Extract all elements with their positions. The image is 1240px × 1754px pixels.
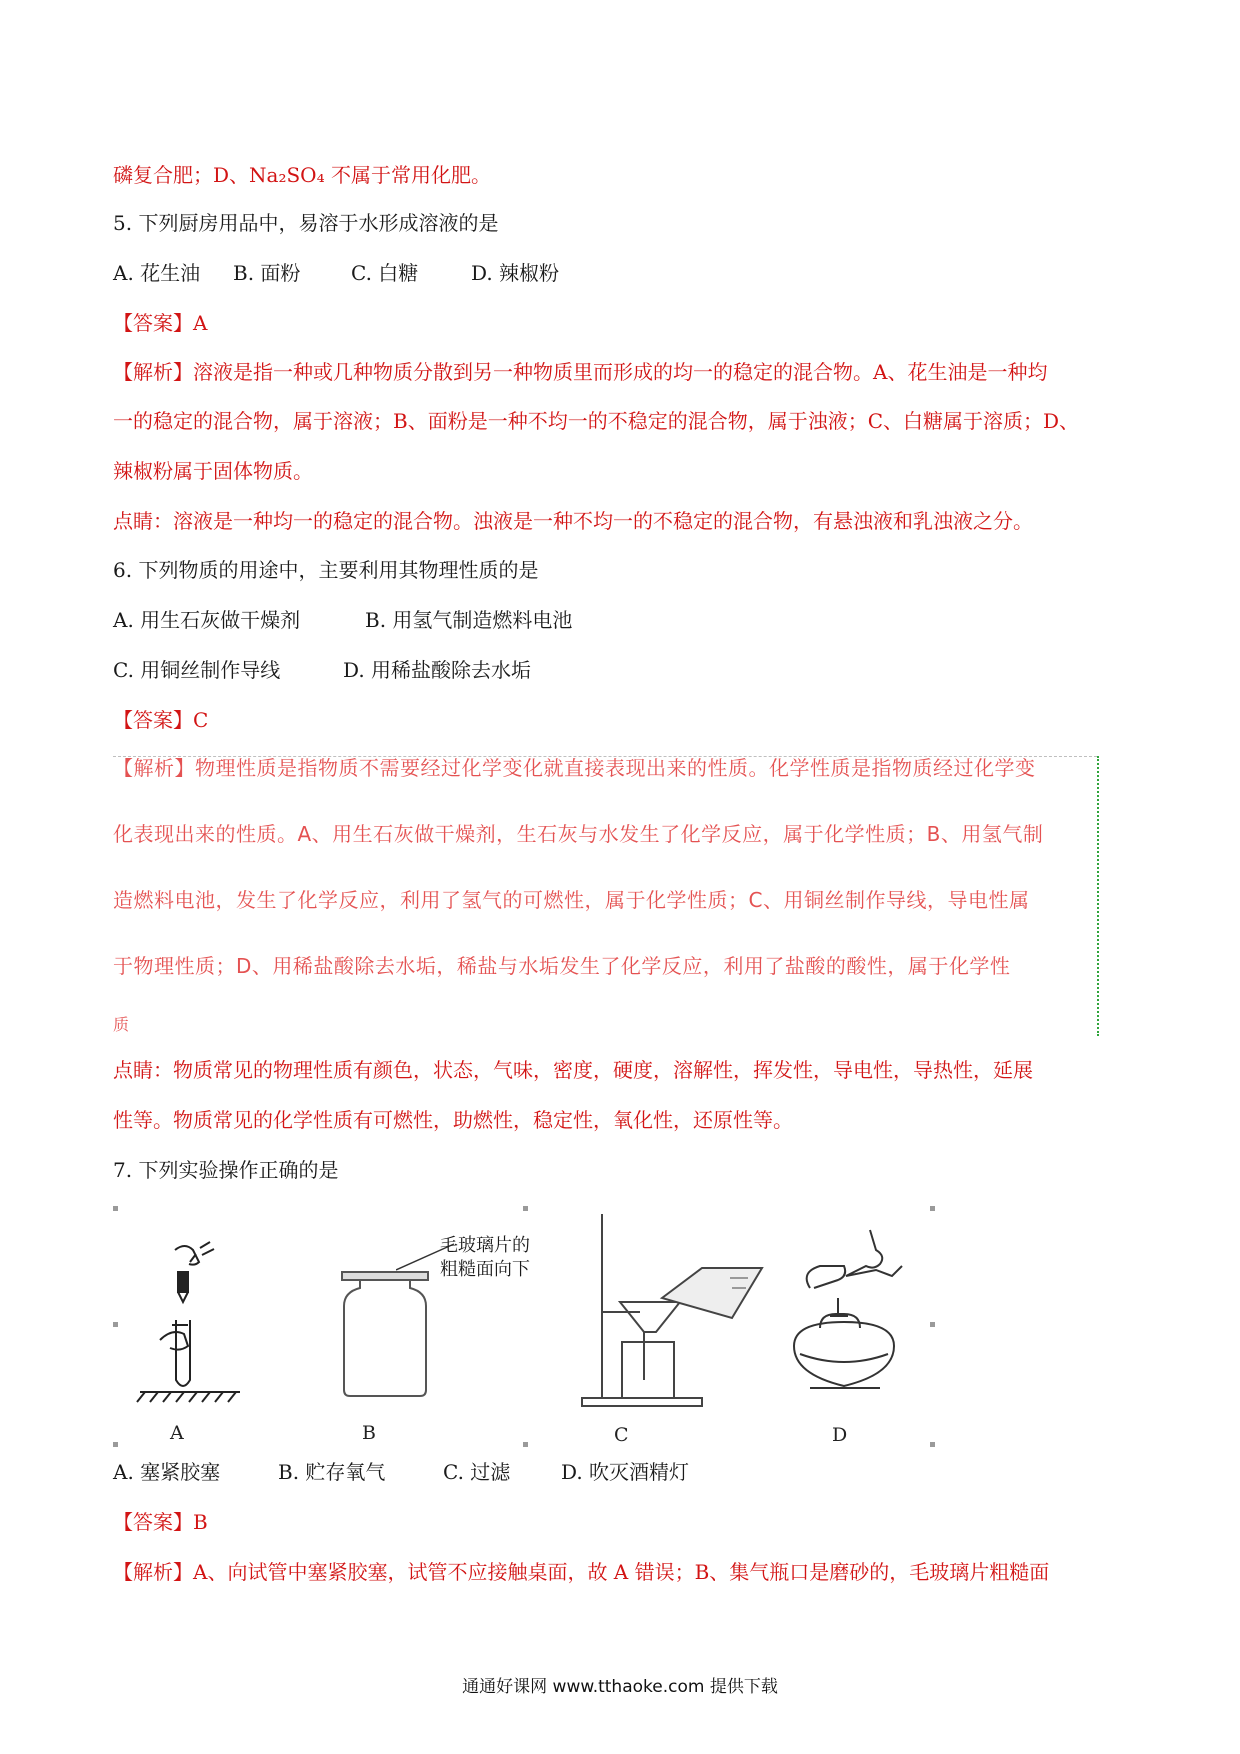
explanation-6-line-1: 【解析】物理性质是指物质不需要经过化学变化就直接表现出来的性质。化学性质是指物质经过化学变 [113,756,1036,780]
image-handle[interactable] [113,1442,118,1447]
option-d: D. 吹灭酒精灯 [561,1460,690,1484]
image-handle[interactable] [113,1322,118,1327]
question-5: 5. 下列厨房用品中，易溶于水形成溶液的是 [113,211,499,235]
figure-label-a: A [170,1422,184,1444]
explanation-6-line-5: 质 [113,1015,130,1034]
answer-6: 【答案】C [113,708,209,732]
tip-5: 点睛：溶液是一种均一的稳定的混合物。浊液是一种不均一的不稳定的混合物，有悬浊液和乳浊液之分。 [113,509,1033,533]
question-6: 6. 下列物质的用途中，主要利用其物理性质的是 [113,558,539,582]
page-footer: 通通好课网 www.tthaoke.com 提供下载 [462,1677,778,1697]
figure-b-note-line-2: 粗糙面向下 [440,1259,530,1280]
figure-b-gas-jar-icon [330,1270,440,1400]
question-6-options-row-2 [113,655,531,685]
figure-b-note-line-1: 毛玻璃片的 [440,1235,530,1256]
explanation-7-line-1: 【解析】A、向试管中塞紧胶塞，试管不应接触桌面，故 A 错误；B、集气瓶口是磨砂的，毛玻璃片粗糙面 [113,1560,1050,1584]
question-5-options [113,258,559,288]
explanation-5-line-3: 辣椒粉属于固体物质。 [113,459,313,483]
image-handle[interactable] [523,1442,528,1447]
answer-7: 【答案】B [113,1510,208,1534]
option-b: B. 用氢气制造燃料电池 [365,608,573,632]
tip-6-line-2: 性等。物质常见的化学性质有可燃性，助燃性，稳定性，氧化性，还原性等。 [113,1108,793,1132]
figure-label-c: C [614,1424,629,1446]
explanation-6-line-2: 化表现出来的性质。A、用生石灰做干燥剂，生石灰与水发生了化学反应，属于化学性质；B、用氢气制 [113,822,1044,846]
figure-d-alcohol-lamp-icon [780,1228,920,1408]
option-a: A. 花生油 [113,261,201,285]
option-c: C. 用铜丝制作导线 [113,658,281,682]
answer-5: 【答案】A [113,311,208,335]
option-a: A. 塞紧胶塞 [113,1460,221,1484]
option-a: A. 用生石灰做干燥剂 [113,608,301,632]
image-handle[interactable] [930,1206,935,1211]
question-6-options-row-1 [113,605,572,635]
pasted-block-edge [1097,756,1099,1036]
image-handle[interactable] [930,1322,935,1327]
question-7: 7. 下列实验操作正确的是 [113,1158,339,1182]
figure-label-b: B [362,1422,376,1444]
figure-c-filtration-icon [580,1210,770,1410]
option-b: B. 面粉 [233,261,301,285]
image-handle[interactable] [523,1206,528,1211]
question-7-options [113,1457,689,1487]
image-handle[interactable] [113,1206,118,1211]
explanation-5-line-1: 【解析】溶液是指一种或几种物质分散到另一种物质里而形成的均一的稳定的混合物。A、花生油是一种均 [113,360,1048,384]
tip-6-line-1: 点睛：物质常见的物理性质有颜色，状态，气味，密度，硬度，溶解性，挥发性，导电性，导热性，延展 [113,1058,1033,1082]
image-handle[interactable] [930,1442,935,1447]
option-d: D. 辣椒粉 [471,261,560,285]
explanation-6-line-4: 于物理性质；D、用稀盐酸除去水垢，稀盐与水垢发生了化学反应，利用了盐酸的酸性，属于化学性 [113,954,1011,978]
option-c: C. 过滤 [443,1460,511,1484]
explanation-5-line-2: 一的稳定的混合物，属于溶液；B、面粉是一种不均一的不稳定的混合物，属于浊液；C、白糖属于溶质；D、 [113,409,1080,433]
option-b: B. 贮存氧气 [278,1460,386,1484]
option-d: D. 用稀盐酸除去水垢 [343,658,532,682]
figure-a-test-tube-icon [130,1230,250,1410]
explanation-line: 磷复合肥；D、Na₂SO₄ 不属于常用化肥。 [113,163,491,187]
figure-label-d: D [832,1424,848,1446]
option-c: C. 白糖 [351,261,419,285]
explanation-6-line-3: 造燃料电池，发生了化学反应，利用了氢气的可燃性，属于化学性质；C、用铜丝制作导线，导电性属 [113,888,1030,912]
